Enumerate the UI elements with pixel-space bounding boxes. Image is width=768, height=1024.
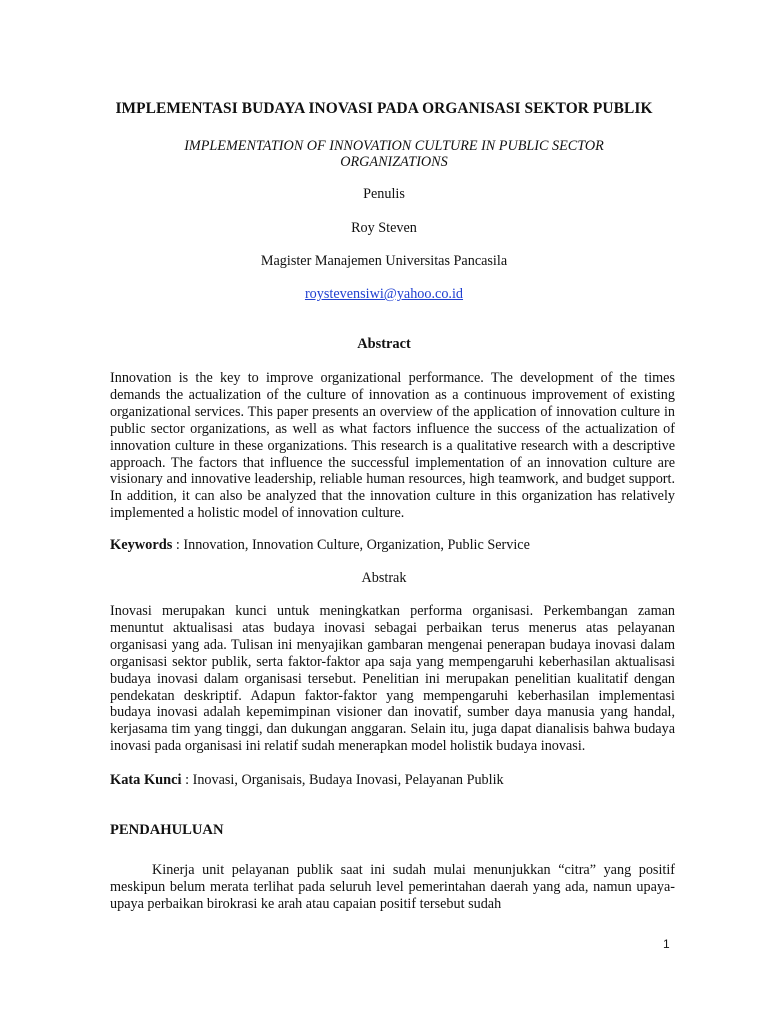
author-email-wrapper bbox=[0, 286, 768, 303]
abstract-heading: Abstract bbox=[357, 336, 411, 352]
kata-kunci-label: Kata Kunci bbox=[110, 772, 182, 788]
abstrak-body: Inovasi merupakan kunci untuk meningkatkan performa organisasi. Perkembangan zaman menuntut aktualisasi atas budaya inovasi sebagai perbaikan terus menerus atas pelayanan organisasi yang ada. Tulisan ini menyajikan gambaran mengenai penerapan budaya inovasi dalam organisasi sektor publik, serta faktor-faktor apa saja yang mempengaruhi keberhasilan aktualisasi budaya inovasi dalam organisasi tersebut. Penelitian ini merupakan penelitian kualitatif dengan pendekatan deskriptif. Adapun faktor-faktor yang mempengaruhi keberhasilan implementasi budaya inovasi adalah kepemimpinan visioner dan inovatif, sumber daya manusia yang handal, kerjasama tim yang tinggi, dan dukungan anggaran. Selain itu, juga dapat dianalisis bahwa budaya inovasi pada organisasi ini relatif sudah menerapkan model holistik budaya inovasi. bbox=[110, 603, 675, 755]
author-name: Roy Steven bbox=[351, 220, 417, 236]
kata-kunci-line bbox=[110, 772, 675, 789]
section-heading-pendahuluan: PENDAHULUAN bbox=[110, 822, 224, 838]
abstract-body: Innovation is the key to improve organizational performance. The development of the times demands the actualization of the culture of innovation as a continuous improvement of existing organizational services. This paper presents an overview of the application of innovation culture in public sector organizations, as well as what factors influence the success of the actualization of innovation culture in these organizations. This research is a qualitative research with a descriptive approach. The factors that influence the successful implementation of an innovation culture are visionary and innovative leadership, reliable human resources, high teamwork, and budget support. In addition, it can also be analyzed that the innovation culture in this organization has relatively implemented a holistic model of innovation culture. bbox=[110, 370, 675, 522]
introduction-body: Kinerja unit pelayanan publik saat ini sudah mulai menunjukkan “citra” yang positif meskipun belum merata terlihat pada seluruh level pemerintahan daerah yang ada, namun upaya-upaya perbaikan birokrasi ke arah atau capaian positif tersebut sudah bbox=[110, 862, 675, 912]
keywords-line bbox=[110, 537, 675, 554]
keywords-list: : Innovation, Innovation Culture, Organization, Public Service bbox=[172, 537, 530, 553]
author-email-link[interactable]: roystevensiwi@yahoo.co.id bbox=[304, 286, 464, 302]
author-affiliation: Magister Manajemen Universitas Pancasila bbox=[260, 253, 508, 269]
author-label: Penulis bbox=[363, 186, 405, 202]
paper-subtitle: IMPLEMENTATION OF INNOVATION CULTURE IN PUBLIC SECTOR ORGANIZATIONS bbox=[184, 138, 604, 170]
keywords-label: Keywords bbox=[110, 537, 173, 553]
page-number: 1 bbox=[663, 937, 670, 951]
kata-kunci-list: : Inovasi, Organisais, Budaya Inovasi, Pelayanan Publik bbox=[181, 772, 504, 788]
paper-title: IMPLEMENTASI BUDAYA INOVASI PADA ORGANISASI SEKTOR PUBLIK bbox=[115, 100, 653, 117]
abstrak-heading: Abstrak bbox=[361, 570, 407, 586]
